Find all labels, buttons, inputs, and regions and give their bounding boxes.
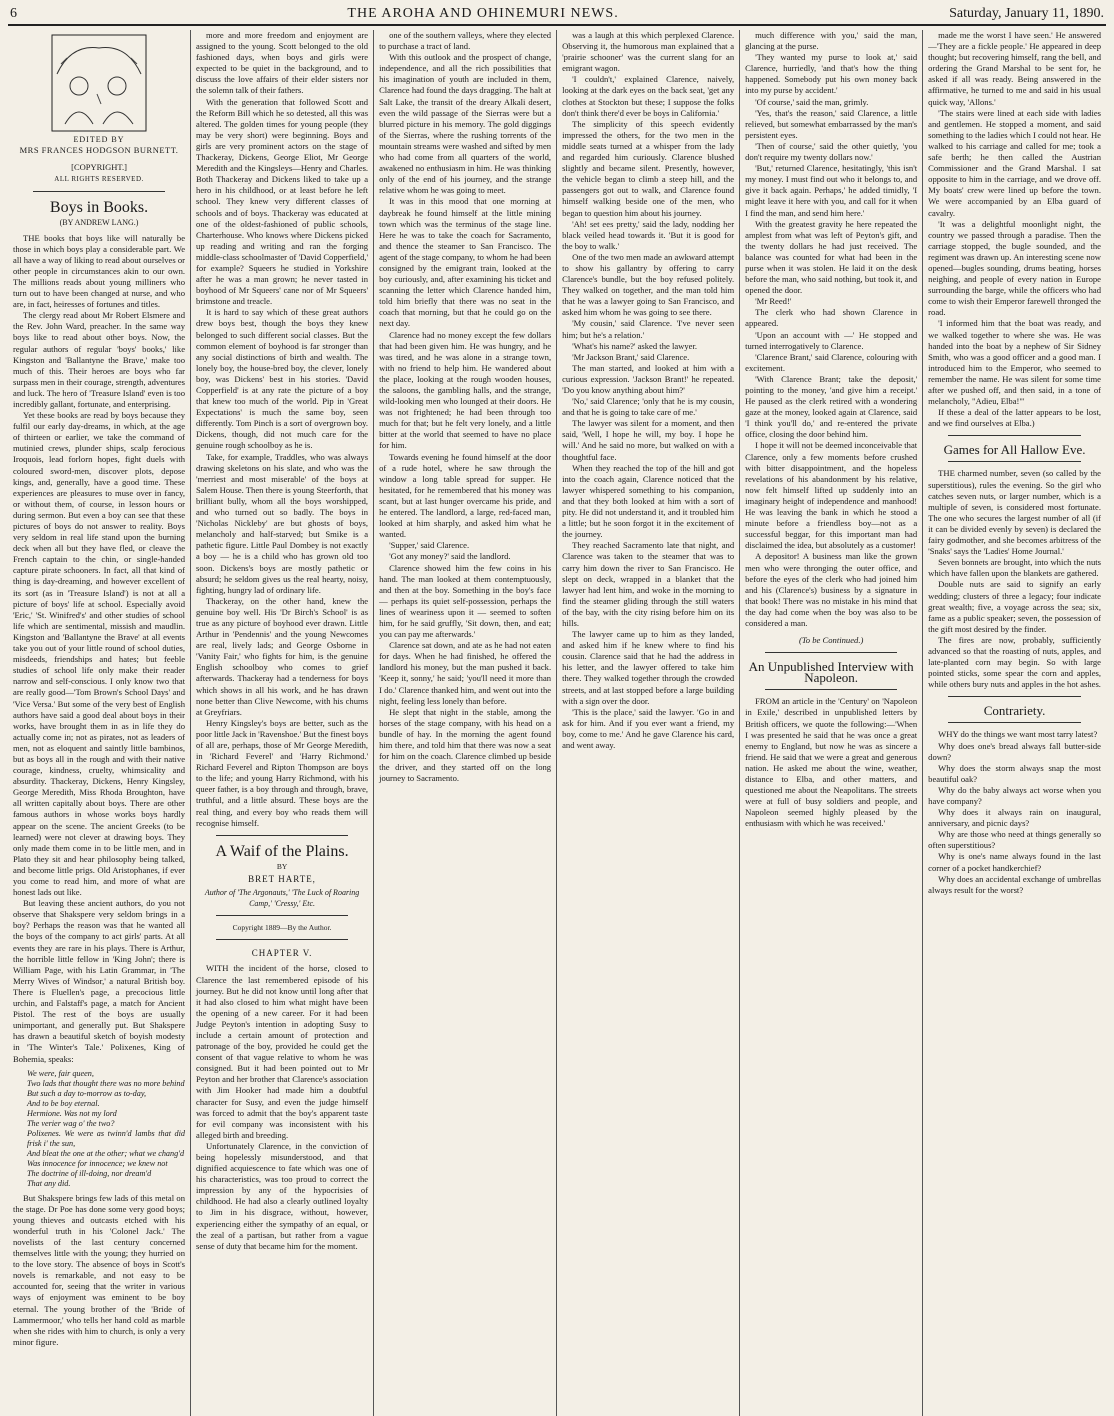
divider — [948, 435, 1081, 436]
paragraph: Take, for example, Traddles, who was always drawing skeletons on his slate, and who was the 'merriest and most miserable' of the boys at Salem House. Then there is young Steerforth, that brilliant bully, whom all the boys worshipped, and who turned out so badly. The boys in 'Nicholas Nickleby' are but ghosts of boys, melancholy and half-starved; but Smike is a pathetic figure. Little Paul Dombey is not exactly a boy — he is a child who has grown old too soon. Dickens's boys are mostly pathetic or absurd; he seldom gives us the real hearty, noisy, fighting, hungry lad of ordinary life. — [196, 451, 369, 595]
paragraph: 'Clarence Brant,' said Clarence, colouring with excitement. — [745, 351, 918, 373]
divider — [948, 461, 1081, 462]
issue-date: Saturday, January 11, 1890. — [949, 6, 1104, 21]
paragraph: 'Supper,' said Clarence. — [389, 540, 470, 551]
article-title-boys-in-books: Boys in Books. — [49, 199, 149, 217]
paragraph: was a laugh at this which perplexed Clarence. Observing it, the humorous man explained that a 'prairie schooner' was the current slang for an emigrant wagon. — [562, 30, 735, 74]
paragraph: 'I couldn't,' explained Clarence, naively, looking at the dark eyes on the back seat, 'get any clothes at Stockton but these; I suppose the folks don't think there'd ever be boys in California.' — [562, 74, 735, 118]
column-3 — [374, 30, 557, 1416]
copyright-note: [COPYRIGHT.] — [71, 162, 127, 173]
paragraph: FROM an article in the 'Century' on 'Napoleon in Exile,' described in unpublished letters by British officers, we quote the following:—'When I was presented he said that he was once a great enemy to England, but now he was as sincere a friend. He said that we were a great and generous nation. He asked me about the wine, weather, distance to Elba, and other matters, and questioned me about the Neapolitans. The streets were at full of busy soldiers and people, and Napoleon seemed highly pleased by the enthusiasm with which he was received.' — [745, 696, 918, 829]
paragraph: Yet these books are read by boys because they fulfil our early day-dreams, in which, at the age of thirteen or earlier, we take the command of mutinied crews, plunder ships, scalp ferocious Iroquois, lead forlorn hopes, fight duels with coloured sword-men, discover plots, depose kings, and, generally, have a good time. These experiences are pleasures to muse over in fancy, or without them, of course, in lesson hours or during sermon. But even a boy can see that these pictures of boys do not answer to reality. Boys very seldom in real life stand upon the burning deck when all but they have fled, or cleave the French captain to the chin, or single-handed capture pirate schooners. In fact, all that kind of thing is day-dreaming, and however excellent of its sort (as in 'Treasure Island') is not at all a picture of boys' life at school. Especially avoid 'Eric,' 'St. Winifred's' and other studies of school life which are sentimental, missish and maudlin. Kingston and 'Ballantyne the Brave' at all events take you out of your little round of school duties, misdeeds, friendships and hates; but feeble studies of school life only make their reader narrow and self-conscious. I only know two that are really good—'Tom Brown's School Days' and 'Vice Versa.' But some of the very best of English authors have said a good deal about boys in their works, have brought them in as in life they do actually come in; not as pirates, not as leaders of men, not as eloquent and saintly little bambinos, but as boys all in the rough and with their native courage, kindness, cruelty, whimsicality and absurdity. Thackeray, Dickens, Henry Kingsley, George Meredith, Miss Rhoda Broughton, have all written capitally about boys. There are other famous authors in whose works boys hardly appear on the scene. The ancient Greeks (to be learned) were not clever at drawing boys. They only made them come in to be little men, and in Plato they sit and hear philosophy being talked, and become little prigs. Old Aristophanes, if ever you come to read him, and more of what are honest lads out like. — [13, 410, 186, 898]
paragraph: 'Upon an account with —' He stopped and turned interrogatively to Clarence. — [745, 329, 918, 351]
paragraph: Double nuts are said to signify an early wedding; clusters of three a legacy; four indicate great wealth; five, a voyage across the sea; six, fame as a public speaker; seven, the possession of the gift most desired by the finder. — [928, 579, 1101, 634]
to-be-continued: (To be Continued.) — [798, 635, 864, 646]
poem-line: And to be boy eternal. — [27, 1098, 100, 1108]
paragraph: The lawyer came up to him as they landed, and asked him if he knew where to find his cousin. Clarence said that he had the address in his letter, and the lawyer offered to take him there. They walked together through the crowded streets, and at last stopped before a large building with a sign over the door. — [562, 629, 735, 706]
paragraph: A depositor! A business man like the grown men who were thronging the outer office, and before the eyes of the clerk who had joined him and his (Clarence's) business by a signature in that book! There was no mistake in his mind that the day had come when the boy was also to be considered a man. — [745, 551, 918, 628]
masthead — [8, 0, 1106, 26]
paragraph: It was in this mood that one morning at daybreak he found himself at the little mining town which was the terminus of the stage line. Here he was to take the coach for Sacramento, and thence the steamer to San Francisco. The agent of the stage company, to whom he had been consigned by the emigrant train, looked at the boy curiously, and, after examining his ticket and scanning the letter which Clarence handed him, told him briefly that there was no seat in the coach that morning, but that he could go on the next day. — [379, 196, 552, 329]
paragraph: The lawyer was silent for a moment, and then said, 'Well, I hope he will, my boy. I hope he will.' And he said no more, but walked on with a thoughtful face. — [562, 418, 735, 462]
paragraph: Clarence had no money except the few dollars that had been given him. He was hungry, and he was tired, and he was alone in a strange town, with no friend to help him. He wandered about the place, looking at the rough wooden houses, the saloons, the gambling halls, and the strange, wild-looking men who lounged at their doors. He was not frightened; he had been through too much for that; but he felt very lonely, and a little bitter at the world that seemed to have no place for him. — [379, 329, 552, 451]
paragraph: 'With Clarence Brant; take the deposit,' pointing to the money, 'and give him a receipt.' He paused as the clerk retired with a wondering gaze at the money, looked again at Clarence, said 'I think you'll do,' and re-entered the private office, closing the door behind him. — [745, 373, 918, 440]
columns — [8, 30, 1106, 1416]
edited-by: EDITED BY — [73, 135, 125, 144]
editor-name: MRS FRANCES HODGSON BURNETT. — [19, 145, 179, 156]
divider — [216, 835, 348, 836]
paragraph: Why does one's bread always fall butter-side down? — [928, 740, 1101, 762]
divider — [765, 689, 897, 690]
paragraph: But leaving these ancient authors, do you not observe that Shakspere very seldom brings in a boy? Perhaps the reason was that he wanted all the boys of the company to act girls' parts. At all events they are rare in his plays. There is Arthur, the horrible little fellow in 'King John'; there is William Page, with his Latin Grammar, in 'The Merry Wives of Windsor,' a natural British boy. There is Fluellen's page, a precocious little urchin, and Falstaff's page, a match for Ancient Pistol. The rest of the boys are usually unimportant, and generally put. But Shakspere has drawn a beautiful sketch of boyish modesty in 'The Winter's Tale.' Polixenes, King of Bohemia, speaks: — [13, 898, 186, 1064]
paragraph: WHY do the things we want most tarry latest? — [938, 729, 1098, 740]
paragraph: one of the southern valleys, where they elected to purchase a tract of land. — [379, 30, 552, 52]
paragraph: 'But,' returned Clarence, hesitatingly, 'this isn't my money. I must find out who it belongs to, and give it back again. Perhaps,' he added timidly, 'I might leave it here with you, and call for it when I find the man, and send him here.' — [745, 163, 918, 218]
article-title-contrariety: Contrariety. — [983, 703, 1046, 719]
column-5 — [740, 30, 923, 1416]
paragraph: 'They wanted my purse to look at,' said Clarence, hurriedly, 'and that's how the thing happened. Somebody put his own money back into my purse by accident.' — [745, 52, 918, 96]
paragraph: The fires are now, probably, sufficiently advanced so that the roasting of nuts, apples, and late-planted corn may begin. So with large pointed sticks, some spear the corn and apples, while others bury nuts and apples in the hot ashes. — [928, 634, 1101, 690]
paragraph: 'Mr Jackson Brant,' said Clarence. — [572, 351, 690, 362]
paragraph: 'I informed him that the boat was ready, and we walked together to where she was. He was handed into the boat by a nephew of Sir Sidney Smith, who was a good officer and a good man. I introduced him to the Emperor, who seemed to remember the name. He was silent for some time after we pushed off, and then said, in a tone of melancholy, "Adieu, Elba!"' — [928, 318, 1101, 407]
page-number: 6 — [10, 6, 17, 21]
column-6 — [923, 30, 1106, 1416]
newspaper-title: THE AROHA AND OHINEMURI NEWS. — [347, 6, 619, 21]
paragraph: much difference with you,' said the man, glancing at the purse. — [745, 30, 918, 52]
paragraph: Why does it always rain on inaugural, anniversary, and picnic days? — [928, 807, 1101, 829]
paragraph: 'Of course,' said the man, grimly. — [755, 96, 869, 107]
paragraph: Why does the storm always snap the most beautiful oak? — [928, 762, 1101, 784]
paragraph: Unfortunately Clarence, in the conviction of being hopelessly misunderstood, and that dignified acquiescence to fate which was one of his characteristics, was too proud to correct the impression by any of the hypocrisies of childhood. He had also a clearly outlined loyalty to Jim in his disgrace, without, however, experiencing either the sympathy of an equal, or the zeal of a partisan, but rather from a vague sense of duty that became him for the moment. — [196, 1140, 369, 1251]
paragraph: Why do the baby always act worse when you have company? — [928, 784, 1101, 806]
paragraph: 'Yes, that's the reason,' said Clarence, a little relieved, but somewhat embarrassed by the man's persistent eyes. — [745, 107, 918, 140]
poem-line: Two lads that thought there was no more behind — [27, 1078, 185, 1088]
divider — [216, 915, 348, 916]
story-author: BRET HARTE, — [248, 873, 316, 884]
poem-line: Polixenes. We were as twinn'd lambs that did frisk i' the sun, — [27, 1128, 186, 1148]
for-our-boys-and-girls-logo — [51, 34, 147, 132]
poem-line: Was innocence for innocence; we knew not — [27, 1158, 168, 1168]
paragraph: Clarence sat down, and ate as he had not eaten for days. When he had finished, he offered the landlord his money, but the man pushed it back. 'Keep it, sonny,' he said; 'you'll need it more than I do.' Clarence thanked him, and went out into the night, feeling less lonely than before. — [379, 640, 552, 706]
paragraph: The simplicity of this speech evidently impressed the others, for the two men in the middle seats turned at a whisper from the lady and regarded him curiously. Clarence blushed slightly and became silent. Presently, however, the vehicle began to climb a steep hill, and the passengers got out to walk, and Clarence found himself walking beside one of the men, who began to question him about his journey. — [562, 118, 735, 218]
chapter-heading: CHAPTER V. — [251, 948, 313, 959]
rights-note: ALL RIGHTS RESERVED. — [54, 175, 144, 184]
article-title-napoleon-interview: An Unpublished Interview with Napoleon. — [748, 659, 914, 686]
divider — [948, 722, 1081, 723]
paragraph: If these a deal of the latter appears to be lost, and we find ourselves at Elba.) — [928, 407, 1101, 429]
story-copyright: Copyright 1889—By the Author. — [232, 923, 332, 933]
paragraph: They reached Sacramento late that night, and Clarence was taken to the steamer that was to carry him down the river to San Francisco. He slept on deck, wrapped in a blanket that the lawyer had lent him, and woke in the morning to find the steamer gliding through the still waters of the bay, with the city rising before him on its hills. — [562, 540, 735, 628]
paragraph: 'What's his name?' asked the lawyer. — [572, 340, 698, 351]
column-4 — [557, 30, 740, 1416]
story-by: BY — [276, 861, 288, 871]
paragraph: Towards evening he found himself at the door of a rude hotel, where he saw through the window a long table spread for supper. He hesitated, for he remembered that his money was scant, but at last hunger overcame his pride, and he entered. The landlord, a large, red-faced man, looked at him sharply, and asked him what he wanted. — [379, 451, 552, 540]
paragraph: 'This is the place,' said the lawyer. 'Go in and ask for him. And if you ever want a friend, my boy, come to me.' And he gave Clarence his card, and went away. — [562, 706, 735, 750]
paragraph: Seven bonnets are brought, into which the nuts which have fallen upon the blankets are gathered. — [928, 557, 1101, 579]
divider — [33, 191, 165, 192]
paragraph: The clerk who had shown Clarence in appeared. — [745, 307, 918, 329]
paragraph: Clarence showed him the few coins in his hand. The man looked at them contemptuously, and then at the boy. Something in the boy's face — perhaps its quiet self-possession, perhaps the lines of weariness upon it — seemed to soften him, for he said gruffly, 'Sit down, then, and eat; you can pay me afterwards.' — [379, 562, 552, 640]
paragraph: But Shakspere brings few lads of this metal on the stage. Dr Poe has done some very good boys; young thieves and outcasts etched with his wonderful truth in his 'Colonel Jack.' The novelists of the last century concerned themselves little with the young; they hurried on to the love story. The absence of boys in Scott's novels is remarkable, and not easy to be accounted for, seeing that the writer in various ways of enjoyment was eminent to be boy eternal. The young brother of the 'Bride of Lammermoor,' who tells her hand cold as marble when she rides with him to church, is only a very minor figure. — [13, 1192, 186, 1347]
poem-line: But such a day to-morrow as to-day, — [27, 1088, 147, 1098]
paragraph: Why is one's name always found in the last corner of a pocket handkerchief? — [928, 851, 1101, 873]
article-title-games: Games for All Hallow Eve. — [943, 442, 1086, 458]
divider — [765, 652, 897, 653]
story-author-credits: Author of 'The Argonauts,' 'The Luck of Roaring Camp,' 'Cressy,' Etc. — [204, 888, 360, 909]
paragraph: Henry Kingsley's boys are better, such as the poor little Jack in 'Ravenshoe.' But the finest boys of all are, perhaps, those of Mr George Meredith, in 'Richard Feverel' and 'Harry Richmond.' Richard Feverel and Ripton Thompson are boys to the life; and young Harry Richmond, with his queer father, is a boy through and through, brave, truthful, and a little absurd. These boys are the real thing, and every boy who reads them will recognise himself. — [196, 717, 369, 828]
paragraph: 'The stairs were lined at each side with ladies and gentlemen. He stopped a moment, and said something to the ladies which I could not hear. He walked to his carriage and called for me; took a safe berth; he then called the Austrian Commissioner and the Grand Marshal. I sat opposite to him in the carriage, and we drove off. My boats' crew were lined up before the town. We were accompanied by an Elba guard of cavalry. — [928, 107, 1101, 218]
poem-line: Hermione. Was not my lord — [27, 1108, 117, 1118]
paragraph: 'Got any money?' said the landlord. — [389, 551, 511, 562]
paragraph: With the greatest gravity he here repeated the amplest from what was left of Peyton's gift, and the twenty dollars he had just received. The balance was counted for what had been in the purse when it was stolen. He laid it on the desk before the man, who said nothing, but took it, and opened the door. — [745, 218, 918, 296]
paragraph: 'Then of course,' said the other quietly, 'you don't require my twenty dollars now.' — [745, 140, 918, 163]
paragraph: The clergy read about Mr Robert Elsmere and the Rev. John Ward, preacher. In the same way boys like to read about other boys. Now, the regular authors of regular 'boys' books,' like Kingston and 'Ballantyne the Brave,' make too much of this. Their heroes are boys who far surpass men in their courage, strength, adventures and luck. The hero of 'Treasure Island' even is too incredibly gallant, fortunate, and enterprising. — [13, 310, 186, 409]
paragraph: With the generation that followed Scott and the Reform Bill which he so detested, all this was altered. The golden times for young people (they may be very short) were beginning. Boys and girls are very prominent actors on the stage of Thackeray, Dickens, George Eliot, Mr George Meredith and the Kingsleys—Henry and Charles. Both Thackeray and Dickens liked to take up a hero in his childhood, or at least before he left school. They knew very different classes of schools and of boys. Thackeray was educated at one of the oldest-fashioned of public schools, Charterhouse. Who knows where Dickens picked up reading and writing and ran the forging middle-class schoolmaster of 'David Copperfield,' for example? Squeers he studied in Yorkshire after he was a man grown; he never tasted in boyhood of Mr Squeers' cane nor of Mr Squeers' brimstone and treacle. — [196, 96, 369, 307]
paragraph: THE books that boys like will naturally be those in which boys play a considerable part. We all have a way of liking to read about ourselves or other people in circumstances akin to our own. The millions reads about young milliners who turn out to have been changed at nurse, and who are, in fact, heiresses of fortunes and titles. — [13, 232, 186, 310]
article-byline: (BY ANDREW LANG.) — [59, 218, 139, 228]
poem-line: That any did. — [27, 1178, 71, 1188]
paragraph: 'Mr Reed!' — [755, 296, 792, 307]
paragraph: He slept that night in the stable, among the horses of the stage company, with his head on a bundle of hay. In the morning the agent found him there, and told him that there was now a seat for him on the coach. Clarence climbed up beside the driver, and they started off on the long journey to Sacramento. — [379, 706, 552, 784]
paragraph: With this outlook and the prospect of change, independence, and all the rich possibilities that his imagination of youth are included in them, Clarence had found the days dragging. The halt at Salt Lake, the transit of the dreary Alkali desert, even the wild passage of the Sierras were but a blurred picture in his memory. The gold diggings of the Sierras, where the rushing torrents of the mountain streams were washed and sifted by men who had come from all quarters of the world, awakened no enthusiasm in him. He was thinking only of the end of his journey, and the strange relative whom he was going to meet. — [379, 52, 552, 196]
paragraph: 'Ah! set ees pretty,' said the lady, nodding her black veiled head towards it. 'But it is good for the boy to walk.' — [562, 218, 735, 251]
paragraph: THE charmed number, seven (so called by the superstitious), rules the evening. So the girl who catches seven nuts, or larger number, which is a multiple of seven, is considered most fortunate. The one who secures the largest number of all (if it can be divided evenly by seven) is declared the fairy godmother, and she becomes arbitress of the 'Snaks' says the 'Ladies' Home Journal.' — [928, 468, 1101, 557]
paragraph: 'No,' said Clarence; 'only that he is my cousin, and that he is going to take care of me.' — [562, 396, 735, 418]
divider — [948, 696, 1081, 697]
paragraph: When they reached the top of the hill and got into the coach again, Clarence noticed that the lawyer whispered something to his companion, and that they both looked at him with a sort of pity. He did not understand it, and it troubled him a little; but he soon forgot it in the excitement of the journey. — [562, 462, 735, 540]
paragraph: 'It was a delightful moonlight night, the country we passed through a paradise. Then the carriage stopped, the bugle sounded, and the regiment was drawn up. An interesting scene now opened—bugles sounding, drums beating, horses neighing, and people of every nation in Europe surrounding the barge, while the officers who had come to wish their Emperor farewell thronged the road. — [928, 218, 1101, 318]
paragraph: Why are those who need at things generally so often superstitious? — [928, 829, 1101, 851]
story-title-waif-of-the-plains: A Waif of the Plains. — [215, 842, 349, 860]
column-2 — [191, 30, 374, 1416]
paragraph: 'My cousin,' said Clarence. 'I've never seen him; but he's a relation.' — [562, 318, 735, 340]
paragraph: WITH the incident of the horse, closed to Clarence the last remembered episode of his journey. But he did not know until long after that it had also closed to him what might have been the opening of a new career. For it had been Judge Peyton's intention in adopting Susy to include a certain amount of protection and patronage of the boy, provided he could get the consent of that vague relative to whom he was consigned. But it had been pointed out to Mr Peyton and her brother that Clarence's association with Jim Hooker had made him a doubtful character for Susy, and even the judge himself was forced to admit that the boy's apparent taste for evil company was inconsistent with his alleged birth and breeding. — [196, 963, 369, 1140]
poem-line: The doctrine of ill-doing, nor dream'd — [27, 1168, 152, 1178]
paragraph: Thackeray, on the other hand, knew the genuine boy well. His 'Dr Birch's School' is as true as any picture of boyhood ever drawn. Little Arthur in 'Pendennis' and the young Newcomes are real, lively lads; and George Osborne in 'Vanity Fair,' who fights for him, is the genuine English schoolboy who comes to grief afterwards. Thackeray had a tenderness for boys which shows in all his work, and he has drawn none better than Clive Newcome, with his chums at Greyfriars. — [196, 595, 369, 717]
paragraph: made me the worst I have seen.' He answered—'They are a fickle people.' He appeared in deep thought; but recovering himself, rang the bell, and ordering the Grand Marshal to be sent for, he asked if all was ready. Being answered in the affirmative, he turned to me and said in his usual quick way, 'Allons.' — [928, 30, 1101, 107]
paragraph: It is hard to say which of these great authors drew boys best, though the boys they knew belonged to such different social classes. But the common element of boyhood is far stronger than any social distinctions of birth and wealth. The lonely boy, the house-bred boy, the clever, lonely boy, was Dickens' best in his stories. 'David Copperfield' is at any rate the picture of a boy that knew too much of the world. Pip in 'Great Expectations' is much the same boy, seen differently. Tom Pinch is a sort of overgrown boy. Dickens, though, did not much care for the genuine rough schoolboy as he is. — [196, 307, 369, 451]
poem-line: We were, fair queen, — [27, 1068, 94, 1078]
paragraph: Why does an accidental exchange of umbrellas always result for the worst? — [928, 873, 1101, 895]
poem-line: The verier wag o' the two? — [27, 1118, 115, 1128]
paragraph: more and more freedom and enjoyment are assigned to the young. Scott belonged to the old fashioned days, when boys and girls were expected to be quiet in the background, and to discuss the love affairs of their elder sisters nor the solemn talk of their fathers. — [196, 30, 369, 96]
paragraph: One of the two men made an awkward attempt to show his gallantry by offering to carry Clarence's bundle, but the boy refused politely. They walked on together, and the man told him that he was a lawyer going to San Francisco, and asked him whom he was going to see there. — [562, 251, 735, 318]
poem-excerpt — [27, 1069, 185, 1189]
paragraph: I hope it will not be deemed inconceivable that Clarence, only a few moments before crushed with bitter disappointment, and the hopeless revelations of his abandonment by his relative, now felt himself lifted up suddenly into an imaginary height of independence and manhood! He was leaving the bank in which he stood a minute before a friendless boy—not as a successful beggar, for this important man had disclaimed the idea, but absolutely as a customer! — [745, 440, 918, 551]
poem-line: And bleat the one at the other; what we chang'd — [27, 1148, 185, 1158]
column-1 — [8, 30, 191, 1416]
divider — [216, 939, 348, 940]
paragraph: The man started, and looked at him with a curious expression. 'Jackson Brant!' he repeated. 'Do you know anything about him?' — [562, 362, 735, 395]
